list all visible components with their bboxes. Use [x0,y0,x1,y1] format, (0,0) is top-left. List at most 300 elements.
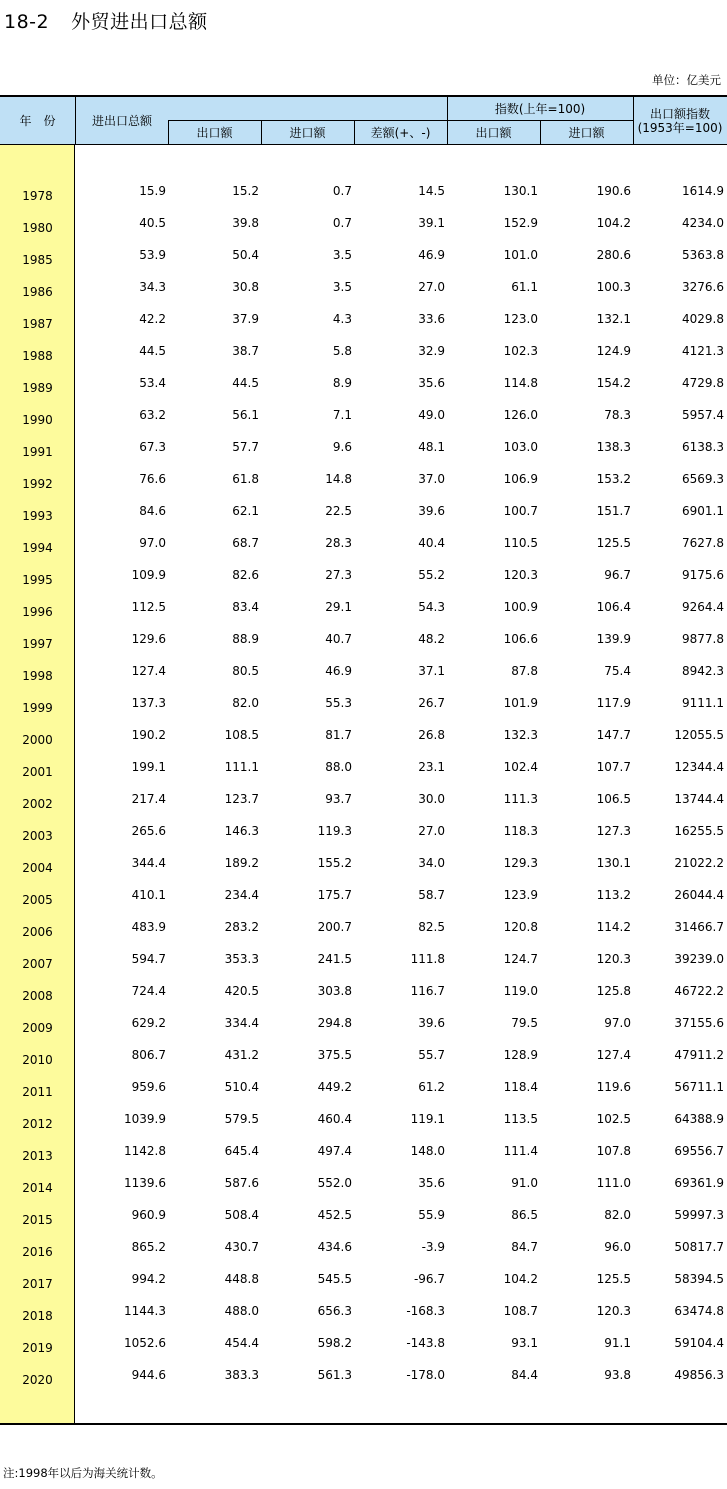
table-row [0,1296,727,1328]
cell-total: 724.4 [131,984,166,998]
cell-export-index: 12344.4 [674,760,724,774]
cell-index-import: 96.0 [604,1240,631,1254]
cell-year: 1996 [22,605,53,619]
cell-export-index: 7627.8 [682,536,724,550]
cell-export-index: 47911.2 [674,1048,724,1062]
cell-index-import: 75.4 [604,664,631,678]
cell-balance: 40.4 [418,536,445,550]
cell-export-index: 6569.3 [682,472,724,486]
cell-index-export: 113.5 [503,1112,538,1126]
cell-export-index: 69361.9 [674,1176,724,1190]
cell-export: 83.4 [232,600,259,614]
cell-total: 944.6 [131,1368,166,1382]
cell-year: 2001 [22,765,53,779]
cell-total: 1142.8 [124,1144,166,1158]
table-row [0,656,727,688]
table-row [0,1008,727,1040]
cell-export: 88.9 [232,632,259,646]
header-index-group: 指数(上年=100) [494,102,586,116]
cell-index-import: 124.9 [596,344,631,358]
cell-export: 353.3 [224,952,259,966]
cell-index-export: 130.1 [503,184,538,198]
cell-index-import: 113.2 [596,888,631,902]
cell-balance: 48.1 [418,440,445,454]
header-divider [540,121,541,145]
cell-export-index: 8942.3 [682,664,724,678]
cell-import: 497.4 [317,1144,352,1158]
cell-balance: 34.0 [418,856,445,870]
table-row [0,176,727,208]
table-row [0,1360,727,1392]
cell-total: 15.9 [139,184,166,198]
cell-export: 82.0 [232,696,259,710]
cell-index-export: 123.0 [503,312,538,326]
cell-total: 34.3 [139,280,166,294]
cell-year: 1988 [22,349,53,363]
cell-index-import: 104.2 [596,216,631,230]
cell-index-export: 132.3 [503,728,538,742]
cell-total: 1039.9 [124,1112,166,1126]
cell-export-index: 69556.7 [674,1144,724,1158]
cell-year: 2008 [22,989,53,1003]
table-bottom-rule [0,1423,727,1425]
table-row [0,976,727,1008]
cell-export: 57.7 [232,440,259,454]
cell-index-export: 123.9 [503,888,538,902]
cell-year: 2003 [22,829,53,843]
cell-index-export: 93.1 [511,1336,538,1350]
cell-index-export: 61.1 [511,280,538,294]
cell-balance: 14.5 [418,184,445,198]
cell-index-export: 84.7 [511,1240,538,1254]
cell-import: 119.3 [317,824,352,838]
cell-export-index: 6901.1 [682,504,724,518]
cell-year: 2015 [22,1213,53,1227]
cell-total: 97.0 [139,536,166,550]
cell-year: 2002 [22,797,53,811]
header-divider [168,121,169,145]
cell-export: 38.7 [232,344,259,358]
cell-total: 199.1 [131,760,166,774]
cell-import: 200.7 [317,920,352,934]
cell-index-import: 107.8 [596,1144,631,1158]
footnote: 注:1998年以后为海关统计数。 [3,1466,163,1480]
cell-year: 2009 [22,1021,53,1035]
table-row [0,1328,727,1360]
cell-index-export: 102.4 [503,760,538,774]
cell-index-import: 139.9 [596,632,631,646]
cell-year: 1992 [22,477,53,491]
cell-year: 2016 [22,1245,53,1259]
cell-export: 111.1 [224,760,259,774]
cell-total: 594.7 [131,952,166,966]
cell-balance: 48.2 [418,632,445,646]
cell-import: 14.8 [325,472,352,486]
cell-export: 383.3 [224,1368,259,1382]
cell-import: 460.4 [317,1112,352,1126]
cell-index-export: 119.0 [503,984,538,998]
cell-index-import: 125.8 [596,984,631,998]
table-number: 18-2 [4,11,50,33]
cell-index-export: 152.9 [503,216,538,230]
header-divider [633,97,634,145]
table-row [0,1040,727,1072]
cell-export-index: 13744.4 [674,792,724,806]
cell-year: 2004 [22,861,53,875]
cell-total: 76.6 [139,472,166,486]
cell-index-import: 120.3 [596,1304,631,1318]
cell-export: 508.4 [224,1208,259,1222]
cell-import: 0.7 [332,184,352,198]
header-index-export: 出口额 [475,126,512,140]
cell-total: 42.2 [139,312,166,326]
cell-export-index: 26044.4 [674,888,724,902]
cell-index-import: 97.0 [604,1016,631,1030]
header-export: 出口额 [196,126,233,140]
cell-total: 1144.3 [124,1304,166,1318]
cell-total: 190.2 [131,728,166,742]
table-row [0,1168,727,1200]
cell-export: 68.7 [232,536,259,550]
cell-import: 27.3 [325,568,352,582]
cell-export: 123.7 [224,792,259,806]
cell-index-import: 125.5 [596,536,631,550]
table-row [0,944,727,976]
cell-import: 8.9 [332,376,352,390]
cell-export: 488.0 [224,1304,259,1318]
cell-year: 2018 [22,1309,53,1323]
cell-index-import: 127.3 [596,824,631,838]
cell-export: 587.6 [224,1176,259,1190]
cell-import: 303.8 [317,984,352,998]
cell-index-import: 96.7 [604,568,631,582]
cell-import: 4.3 [332,312,352,326]
cell-index-import: 114.2 [596,920,631,934]
cell-balance: 35.6 [418,376,445,390]
table-row [0,720,727,752]
cell-export-index: 1614.9 [682,184,724,198]
cell-index-import: 78.3 [604,408,631,422]
cell-import: 3.5 [332,248,352,262]
cell-export: 420.5 [224,984,259,998]
cell-export-index: 12055.5 [674,728,724,742]
cell-balance: 49.0 [418,408,445,422]
cell-index-export: 79.5 [511,1016,538,1030]
cell-export: 50.4 [232,248,259,262]
cell-index-export: 128.9 [503,1048,538,1062]
unit-label: 单位：亿美元 [652,73,721,87]
cell-index-import: 117.9 [596,696,631,710]
cell-index-export: 101.0 [503,248,538,262]
cell-import: 9.6 [332,440,352,454]
cell-export-index: 3276.6 [682,280,724,294]
table-row [0,432,727,464]
cell-export-index: 50817.7 [674,1240,724,1254]
cell-year: 2005 [22,893,53,907]
cell-total: 959.6 [131,1080,166,1094]
cell-export: 39.8 [232,216,259,230]
cell-total: 53.9 [139,248,166,262]
cell-total: 1052.6 [124,1336,166,1350]
cell-export-index: 56711.1 [674,1080,724,1094]
cell-export: 283.2 [224,920,259,934]
cell-index-import: 132.1 [596,312,631,326]
cell-export-index: 59104.4 [674,1336,724,1350]
cell-year: 2019 [22,1341,53,1355]
cell-balance: 30.0 [418,792,445,806]
cell-export-index: 4029.8 [682,312,724,326]
cell-import: 40.7 [325,632,352,646]
cell-balance: 26.7 [418,696,445,710]
cell-balance: 33.6 [418,312,445,326]
cell-index-export: 120.8 [503,920,538,934]
cell-export: 430.7 [224,1240,259,1254]
header-year: 年 份 [19,114,56,128]
cell-import: 155.2 [317,856,352,870]
header-divider [261,121,262,145]
cell-index-import: 125.5 [596,1272,631,1286]
cell-import: 375.5 [317,1048,352,1062]
cell-import: 552.0 [317,1176,352,1190]
cell-total: 109.9 [131,568,166,582]
cell-balance: -96.7 [413,1272,445,1286]
cell-year: 2007 [22,957,53,971]
cell-total: 40.5 [139,216,166,230]
table-row [0,688,727,720]
cell-total: 865.2 [131,1240,166,1254]
cell-index-export: 111.3 [503,792,538,806]
cell-export-index: 6138.3 [682,440,724,454]
cell-export-index: 58394.5 [674,1272,724,1286]
table-row [0,624,727,656]
cell-index-export: 86.5 [511,1208,538,1222]
cell-export-index: 39239.0 [674,952,724,966]
cell-import: 81.7 [325,728,352,742]
cell-total: 129.6 [131,632,166,646]
table-row [0,848,727,880]
cell-index-export: 126.0 [503,408,538,422]
table-row [0,368,727,400]
cell-index-import: 91.1 [604,1336,631,1350]
cell-export: 80.5 [232,664,259,678]
cell-year: 1985 [22,253,53,267]
cell-year: 2014 [22,1181,53,1195]
cell-index-export: 111.4 [503,1144,538,1158]
cell-total: 217.4 [131,792,166,806]
cell-balance: 37.0 [418,472,445,486]
cell-export: 454.4 [224,1336,259,1350]
header-divider [447,97,448,145]
cell-balance: 82.5 [418,920,445,934]
table-title: 外贸进出口总额 [71,11,208,33]
cell-index-import: 93.8 [604,1368,631,1382]
cell-export: 61.8 [232,472,259,486]
cell-total: 410.1 [131,888,166,902]
table-row [0,1104,727,1136]
cell-total: 44.5 [139,344,166,358]
header-export-index-line1: 出口额指数 [649,107,710,121]
cell-total: 806.7 [131,1048,166,1062]
cell-year: 1991 [22,445,53,459]
cell-year: 1994 [22,541,53,555]
cell-index-import: 100.3 [596,280,631,294]
cell-year: 2017 [22,1277,53,1291]
cell-export: 108.5 [224,728,259,742]
cell-import: 46.9 [325,664,352,678]
page-title [4,7,208,34]
cell-year: 2000 [22,733,53,747]
cell-export-index: 4234.0 [682,216,724,230]
cell-index-import: 119.6 [596,1080,631,1094]
cell-export: 579.5 [224,1112,259,1126]
cell-balance: 39.1 [418,216,445,230]
cell-total: 53.4 [139,376,166,390]
cell-total: 84.6 [139,504,166,518]
table-row [0,496,727,528]
table-row [0,464,727,496]
cell-year: 2012 [22,1117,53,1131]
table-row [0,208,727,240]
cell-index-export: 91.0 [511,1176,538,1190]
cell-balance: 119.1 [410,1112,445,1126]
cell-index-export: 108.7 [503,1304,538,1318]
cell-total: 344.4 [131,856,166,870]
cell-export: 44.5 [232,376,259,390]
cell-export-index: 16255.5 [674,824,724,838]
cell-balance: 55.7 [418,1048,445,1062]
table-row [0,912,727,944]
cell-index-export: 124.7 [503,952,538,966]
cell-balance: 116.7 [410,984,445,998]
cell-total: 994.2 [131,1272,166,1286]
cell-import: 452.5 [317,1208,352,1222]
cell-import: 545.5 [317,1272,352,1286]
cell-export-index: 46722.2 [674,984,724,998]
cell-import: 241.5 [317,952,352,966]
table-row [0,1232,727,1264]
table-row [0,1200,727,1232]
cell-export: 82.6 [232,568,259,582]
cell-export: 37.9 [232,312,259,326]
cell-year: 1993 [22,509,53,523]
cell-export-index: 63474.8 [674,1304,724,1318]
cell-total: 137.3 [131,696,166,710]
cell-index-import: 127.4 [596,1048,631,1062]
cell-export: 15.2 [232,184,259,198]
cell-index-import: 106.4 [596,600,631,614]
cell-import: 294.8 [317,1016,352,1030]
cell-export: 645.4 [224,1144,259,1158]
cell-year: 1978 [22,189,53,203]
cell-index-export: 87.8 [511,664,538,678]
cell-index-import: 190.6 [596,184,631,198]
cell-index-import: 280.6 [596,248,631,262]
cell-index-import: 153.2 [596,472,631,486]
cell-index-import: 82.0 [604,1208,631,1222]
cell-import: 598.2 [317,1336,352,1350]
cell-year: 2013 [22,1149,53,1163]
cell-export: 448.8 [224,1272,259,1286]
cell-index-export: 100.9 [503,600,538,614]
cell-balance: 46.9 [418,248,445,262]
cell-export: 234.4 [224,888,259,902]
table-row [0,304,727,336]
cell-total: 483.9 [131,920,166,934]
cell-index-import: 111.0 [596,1176,631,1190]
header-balance: 差额(+、-) [370,126,431,140]
cell-balance: 26.8 [418,728,445,742]
cell-balance: 37.1 [418,664,445,678]
cell-export-index: 5957.4 [682,408,724,422]
cell-import: 0.7 [332,216,352,230]
cell-import: 656.3 [317,1304,352,1318]
cell-export-index: 9264.4 [682,600,724,614]
cell-total: 960.9 [131,1208,166,1222]
cell-import: 7.1 [332,408,352,422]
table-row [0,592,727,624]
table-row [0,1264,727,1296]
cell-index-import: 120.3 [596,952,631,966]
cell-import: 29.1 [325,600,352,614]
header-import: 进口额 [289,126,326,140]
cell-index-import: 107.7 [596,760,631,774]
cell-export: 146.3 [224,824,259,838]
cell-year: 2010 [22,1053,53,1067]
header-total: 进出口总额 [91,114,152,128]
cell-index-export: 100.7 [503,504,538,518]
cell-total: 629.2 [131,1016,166,1030]
cell-balance: 148.0 [410,1144,445,1158]
cell-import: 93.7 [325,792,352,806]
cell-import: 88.0 [325,760,352,774]
cell-export-index: 49856.3 [674,1368,724,1382]
cell-total: 112.5 [131,600,166,614]
cell-balance: 111.8 [410,952,445,966]
cell-year: 1998 [22,669,53,683]
cell-export-index: 9175.6 [682,568,724,582]
cell-year: 2011 [22,1085,53,1099]
cell-year: 1997 [22,637,53,651]
cell-year: 1986 [22,285,53,299]
cell-import: 55.3 [325,696,352,710]
cell-import: 561.3 [317,1368,352,1382]
cell-index-export: 118.3 [503,824,538,838]
cell-export-index: 64388.9 [674,1112,724,1126]
cell-balance: 35.6 [418,1176,445,1190]
cell-balance: 27.0 [418,824,445,838]
table-header [0,95,727,145]
header-export-index [633,97,727,145]
table-row [0,1136,727,1168]
cell-balance: 23.1 [418,760,445,774]
cell-total: 265.6 [131,824,166,838]
cell-index-export: 129.3 [503,856,538,870]
table-row [0,816,727,848]
cell-index-export: 106.9 [503,472,538,486]
cell-balance: 55.9 [418,1208,445,1222]
table-row [0,272,727,304]
cell-export: 431.2 [224,1048,259,1062]
cell-import: 449.2 [317,1080,352,1094]
cell-balance: -143.8 [406,1336,445,1350]
table-row [0,528,727,560]
table-row [0,240,727,272]
cell-index-import: 106.5 [596,792,631,806]
cell-index-export: 102.3 [503,344,538,358]
cell-export-index: 37155.6 [674,1016,724,1030]
cell-index-import: 147.7 [596,728,631,742]
cell-index-export: 103.0 [503,440,538,454]
